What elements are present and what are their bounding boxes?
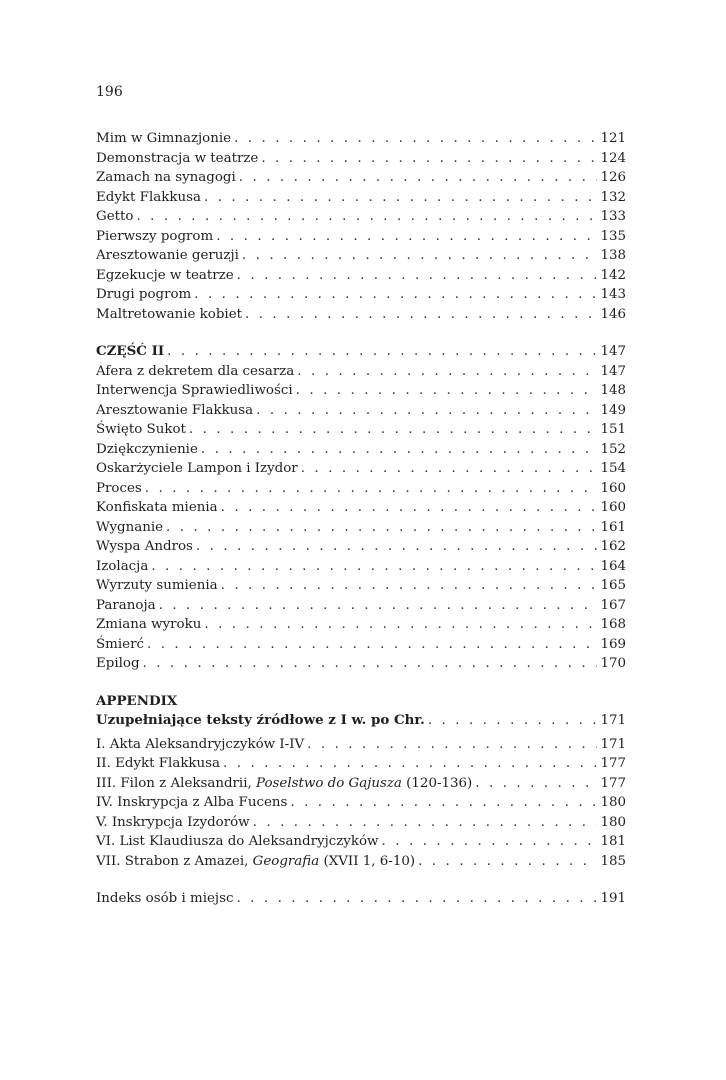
toc-entry-title: Dziękczynienie — [96, 441, 198, 457]
toc-entry-title: CZĘŚĆ II — [96, 343, 165, 359]
toc-entry[interactable] — [96, 401, 626, 421]
dot-leader — [204, 188, 598, 208]
toc-entry-title: Konfiskata mienia — [96, 500, 218, 515]
toc-entry[interactable] — [96, 852, 626, 872]
toc-entry-page: 168 — [600, 617, 626, 632]
toc-entry[interactable] — [96, 479, 626, 499]
dot-leader — [428, 711, 598, 731]
toc-entry[interactable] — [96, 381, 626, 401]
toc-entry-page: 126 — [600, 170, 626, 185]
toc-entry-title: Wyspa Andros — [96, 539, 193, 554]
dot-leader — [143, 654, 598, 674]
dot-leader — [290, 793, 597, 813]
toc-entry-page: 180 — [600, 814, 626, 830]
dot-leader — [296, 381, 598, 401]
dot-leader — [221, 498, 598, 518]
toc-entry-index[interactable] — [96, 889, 626, 909]
toc-entry-title — [96, 774, 472, 794]
toc-entry-page: 135 — [600, 228, 626, 244]
dot-leader — [201, 440, 598, 460]
toc-entry-page: 191 — [600, 891, 626, 906]
dot-leader — [256, 401, 597, 421]
toc-entry[interactable] — [96, 188, 626, 208]
toc-entry-page: 154 — [600, 461, 626, 476]
toc-entry-page: 124 — [600, 150, 626, 166]
toc-entry[interactable] — [96, 832, 626, 852]
toc-group-part2 — [96, 362, 626, 674]
toc-entry-page: 165 — [600, 578, 626, 593]
toc-entry-page: 147 — [600, 344, 626, 359]
toc-entry[interactable] — [96, 459, 626, 479]
toc-entry[interactable] — [96, 498, 626, 518]
toc-entry-title: Święto Sukot — [96, 422, 186, 437]
toc-entry-title: Oskarżyciele Lampon i Izydor — [96, 461, 298, 476]
toc-entry-part2[interactable] — [96, 342, 626, 362]
toc-entry-title-part: III. Filon z Aleksandrii, — [96, 775, 257, 791]
toc-entry-title-part: (120-136) — [401, 775, 473, 791]
toc-entry[interactable] — [96, 615, 626, 635]
toc-entry[interactable] — [96, 362, 626, 382]
toc-entry-title: Wygnanie — [96, 519, 164, 535]
toc-entry[interactable] — [96, 246, 626, 266]
toc-entry-title: Proces — [96, 480, 142, 496]
toc-entry-title: Zmiana wyroku — [96, 617, 202, 632]
toc-entry-page: 149 — [600, 402, 626, 418]
toc-entry[interactable] — [96, 754, 626, 774]
toc-entry-page: 138 — [600, 248, 626, 263]
toc-entry[interactable] — [96, 305, 626, 325]
toc-entry-title — [96, 852, 415, 872]
toc-entry[interactable] — [96, 793, 626, 813]
dot-leader — [136, 207, 597, 227]
toc-entry-page: 177 — [600, 775, 626, 791]
toc-entry-title: Izolacja — [96, 558, 149, 574]
toc-entry-page: 185 — [600, 853, 626, 869]
table-of-contents — [96, 129, 626, 909]
dot-leader — [418, 852, 597, 872]
dot-leader — [307, 735, 597, 755]
dot-leader — [204, 615, 597, 635]
toc-entry[interactable] — [96, 207, 626, 227]
toc-entry[interactable] — [96, 813, 626, 833]
toc-entry[interactable] — [96, 168, 626, 188]
toc-entry-page: 181 — [600, 834, 626, 849]
appendix-heading: APPENDIX — [96, 692, 178, 709]
toc-entry-page: 171 — [600, 713, 626, 728]
toc-entry-title: Afera z dekretem dla cesarza — [96, 363, 295, 379]
toc-entry-title: Demonstracja w teatrze — [96, 150, 259, 166]
toc-entry-title: Interwencja Sprawiedliwości — [96, 383, 293, 398]
toc-entry[interactable] — [96, 266, 626, 286]
toc-entry-title: Egzekucje w teatrze — [96, 267, 234, 283]
toc-entry-title: Edykt Flakkusa — [96, 189, 201, 205]
toc-entry-page: 171 — [600, 736, 626, 752]
toc-entry[interactable] — [96, 654, 626, 674]
toc-entry-title: Mim w Gimnazjonie — [96, 131, 232, 146]
dot-leader — [151, 557, 597, 577]
toc-entry-title: VI. List Klaudiusza do Aleksandryjczyków — [96, 834, 379, 849]
page-number: 196 — [96, 84, 123, 100]
dot-leader — [237, 266, 598, 286]
toc-entry-title: I. Akta Aleksandryjczyków I-IV — [96, 736, 305, 752]
toc-entry-page: 180 — [600, 795, 626, 810]
toc-entry[interactable] — [96, 440, 626, 460]
toc-entry-page: 151 — [600, 422, 626, 437]
toc-entry-title-part: (XVII 1, 6-10) — [319, 853, 416, 869]
toc-entry[interactable] — [96, 537, 626, 557]
toc-entry-page: 167 — [600, 597, 626, 613]
toc-entry-title: Wyrzuty sumienia — [96, 578, 218, 593]
toc-entry-title: Maltretowanie kobiet — [96, 306, 242, 322]
toc-entry-title: Uzupełniające teksty źródłowe z I w. po Chr. — [96, 712, 425, 728]
toc-group-part1 — [96, 129, 626, 324]
toc-entry[interactable] — [96, 420, 626, 440]
toc-entry-title: II. Edykt Flakkusa — [96, 756, 221, 771]
toc-entry[interactable] — [96, 285, 626, 305]
dot-leader — [167, 342, 597, 362]
toc-entry-page: 121 — [600, 131, 626, 146]
toc-entry-page: 148 — [600, 383, 626, 398]
toc-entry-title-italic: Geografia — [252, 853, 320, 869]
dot-leader — [297, 362, 597, 382]
dot-leader — [234, 129, 597, 149]
toc-entry-title: Śmierć — [96, 636, 144, 652]
toc-entry-page: 177 — [600, 756, 626, 771]
dot-leader — [189, 420, 598, 440]
toc-entry-title: V. Inskrypcja Izydorów — [96, 814, 250, 830]
toc-entry[interactable] — [96, 557, 626, 577]
toc-entry-page: 132 — [600, 189, 626, 205]
toc-entry[interactable] — [96, 774, 626, 794]
dot-leader — [236, 889, 597, 909]
toc-group-appendix — [96, 735, 626, 872]
toc-entry-page: 133 — [600, 209, 626, 224]
toc-entry-title: IV. Inskrypcja z Alba Fucens — [96, 795, 288, 810]
toc-entry-page: 160 — [600, 500, 626, 515]
toc-entry-title: Aresztowanie Flakkusa — [96, 402, 254, 418]
toc-entry-page: 169 — [600, 636, 626, 652]
toc-entry-appendix-subheading[interactable] — [96, 711, 626, 731]
toc-entry-title-part: VII. Strabon z Amazei, — [96, 853, 253, 869]
toc-entry[interactable] — [96, 576, 626, 596]
toc-entry-page: 170 — [600, 656, 626, 671]
dot-leader — [261, 149, 597, 169]
toc-entry-page: 164 — [600, 558, 626, 574]
toc-entry-title: Epilog — [96, 656, 140, 671]
toc-entry-page: 161 — [600, 519, 626, 535]
toc-entry-title-italic: Poselstwo do Gajusza — [256, 775, 402, 791]
dot-leader — [475, 774, 597, 794]
dot-leader — [145, 479, 598, 499]
toc-entry[interactable] — [96, 518, 626, 538]
dot-leader — [166, 518, 597, 538]
dot-leader — [196, 537, 598, 557]
toc-entry-title: Paranoja — [96, 597, 156, 613]
toc-entry-page: 142 — [600, 267, 626, 283]
toc-entry-page: 160 — [600, 480, 626, 496]
toc-entry-title: Drugi pogrom — [96, 287, 192, 302]
toc-entry[interactable] — [96, 129, 626, 149]
toc-entry-title: Pierwszy pogrom — [96, 228, 214, 244]
dot-leader — [301, 459, 598, 479]
section-divider — [96, 324, 626, 342]
toc-entry-page: 146 — [600, 306, 626, 322]
dot-leader — [159, 596, 598, 616]
dot-leader — [242, 246, 598, 266]
dot-leader — [216, 227, 597, 247]
toc-entry-page: 152 — [600, 441, 626, 457]
dot-leader — [223, 754, 597, 774]
dot-leader — [147, 635, 597, 655]
toc-entry[interactable] — [96, 735, 626, 755]
toc-entry[interactable] — [96, 227, 626, 247]
toc-entry[interactable] — [96, 596, 626, 616]
toc-entry-page: 143 — [600, 287, 626, 302]
toc-entry-page: 147 — [600, 363, 626, 379]
section-divider — [96, 674, 626, 692]
dot-leader — [221, 576, 598, 596]
section-divider — [96, 871, 626, 889]
toc-entry-title: Getto — [96, 209, 134, 224]
dot-leader — [239, 168, 598, 188]
dot-leader — [382, 832, 598, 852]
toc-entry[interactable] — [96, 635, 626, 655]
toc-entry-page: 162 — [600, 539, 626, 554]
toc-entry-title: Indeks osób i miejsc — [96, 891, 234, 906]
toc-entry[interactable] — [96, 149, 626, 169]
toc-entry-title: Aresztowanie geruzji — [96, 248, 239, 263]
toc-entry-title: Zamach na synagogi — [96, 170, 236, 185]
dot-leader — [245, 305, 597, 325]
dot-leader — [194, 285, 597, 305]
dot-leader — [253, 813, 598, 833]
